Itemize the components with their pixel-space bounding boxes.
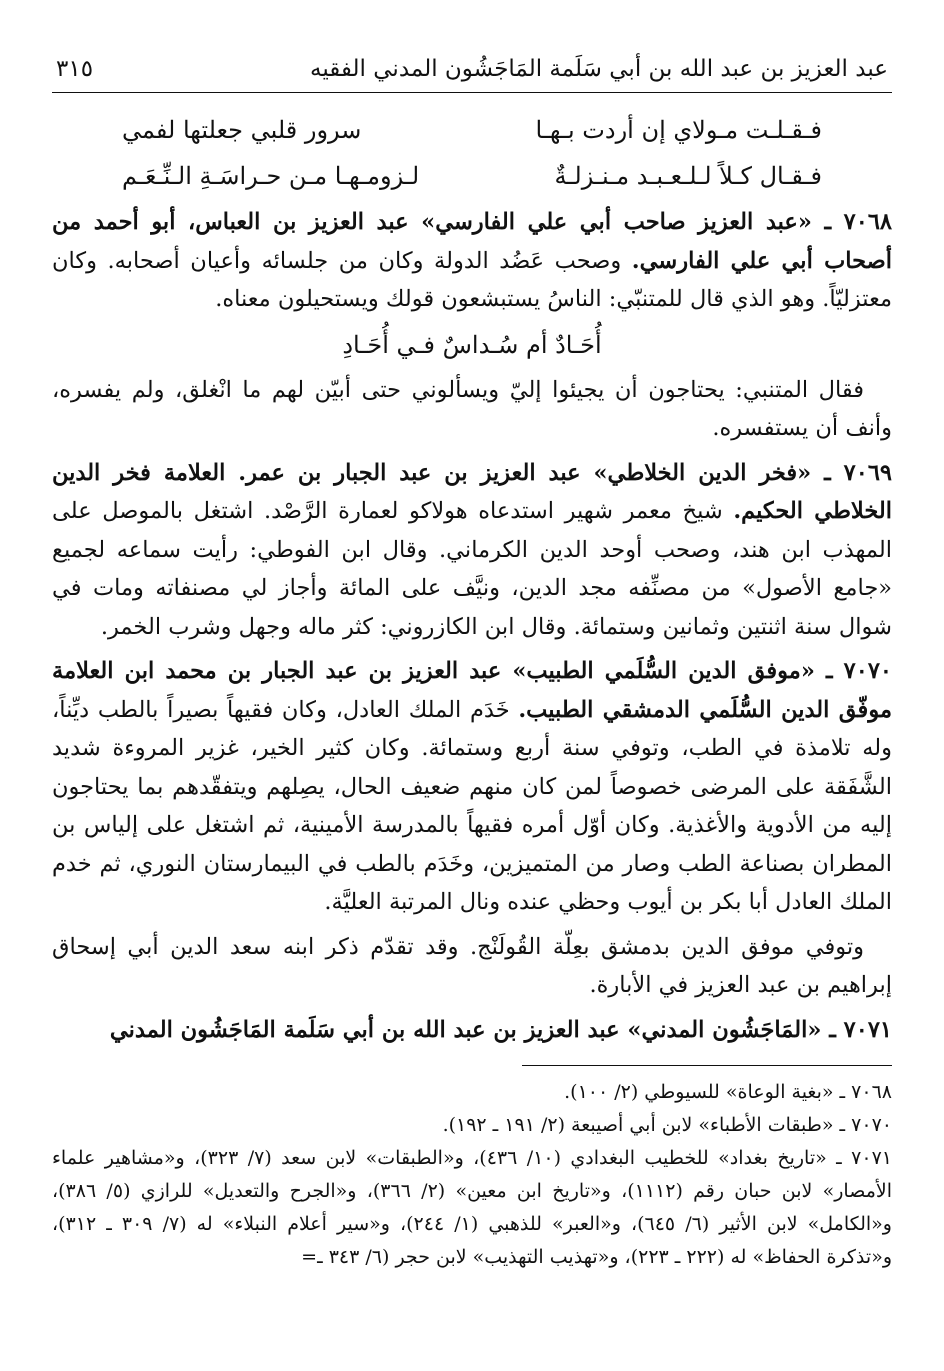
footnotes xyxy=(52,1076,892,1274)
entry-7071 xyxy=(52,1011,892,1050)
entry-7070 xyxy=(52,652,892,922)
entry-body: وصحب عَضُد الدولة وكان من جلسائه وأعيان أصحابه. وكان معتزليّاً. وهو الذي قال للمتنبّي: الناسُ يستبشعون قولك ويستحيلون معناه. xyxy=(52,247,892,312)
footnote-7070: ٧٠٧٠ ـ «طبقات الأطباء» لابن أبي أصيبعة (٢/ ١٩١ ـ ١٩٢). xyxy=(442,1114,892,1136)
page-number: ٣١٥ xyxy=(56,56,94,82)
verse-second-hemistich: سرور قلبي جعلتها لفمي xyxy=(122,116,362,144)
footnote-7068: ٧٠٦٨ ـ «بغية الوعاة» للسيوطي (٢/ ١٠٠). xyxy=(564,1081,892,1103)
entry-heading: ٧٠٦٩ ـ «فخر الدين الخلاطي» عبد العزيز بن عبد الجبار بن عمر. العلامة فخر الدين الخلاطي الحكيم. xyxy=(52,459,892,524)
page-header xyxy=(52,52,892,86)
quoted-verse: أُحَـادٌ أم سُـداسٌ فـي أُحَـادِ xyxy=(342,330,602,359)
entry-heading: ٧٠٧٠ ـ «موفق الدين السُّلَمي الطبيب» عبد العزيز بن عبد الجبار بن محمد ابن العلامة موفّق الدين السُّلَمي الدمشقي الطبيب. xyxy=(52,658,892,723)
verse-line xyxy=(122,153,822,199)
entry-7068 xyxy=(52,203,892,319)
footnote-rule xyxy=(522,1065,892,1066)
entry-heading: ٧٠٦٨ ـ «عبد العزيز صاحب أبي علي الفارسي» عبد العزيز بن العباس، أبو أحمد من أصحاب أبي علي الفارسي. xyxy=(52,209,892,274)
entry-body: خَدَم الملك العادل، وكان فقيهاً بصيراً بالطب ديِّناً، وله تلامذة في الطب، وتوفي سنة أربع وستمائة. وكان كثير الخير، غزير المروءة شديد الشَّفَقة على المرضى خصوصاً لمن كان منهم ضعيف الحال، يصِلهم ويتفقّدهم بما يحتاجون إليه من الأدوية والأغذية. وكان أوّل أمره فقيهاً بالمدرسة الأمينية، ثم اشتغل على إلياس بن المطران بصناعة الطب وصار من المتميزين، وخَدَم بالطب في البيمارستان النوري، ثم خدم الملك العادل أبا بكر بن أيوب وحظي عنده ونال المرتبة العليَّة. xyxy=(52,696,892,915)
entry-body: شيخ معمر شهير استدعاه هولاكو لعمارة الرَّصْد. اشتغل بالموصل على المهذب ابن هند، وصحب أوحد الدين الكرماني. وقال ابن الفوطي: رأيت سماعه لجميع «جامع الأصول» من مصنِّفه مجد الدين، ونيَّف على المائة وأجاز لي مصنفاته ومات في شوال سنة اثنتين وثمانين وستمائة. وقال ابن الكازروني: كثر ماله وجهل وشرب الخمر. xyxy=(52,498,892,640)
footnote-7071: ٧٠٧١ ـ «تاريخ بغداد» للخطيب البغدادي (١٠/ ٤٣٦)، و«الطبقات» لابن سعد (٧/ ٣٢٣)، و«مشاهير علماء الأمصار» لابن حبان رقم (١١١٢)، و«تاريخ ابن معين» (٢/ ٣٦٦)، و«الجرح والتعديل» للرازي (٥/ ٣٨٦)، و«الكامل» لابن الأثير (٦/ ٦٤٥)، و«العبر» للذهبي (١/ ٢٤٤)، و«سير أعلام النبلاء» له (٧/ ٣٠٩ ـ ٣١٢)، و«تذكرة الحفاظ» له (٢٢٢ ـ ٢٢٣)، و«تهذيب التهذيب» لابن حجر (٦/ ٣٤٣ ـ= xyxy=(52,1147,892,1268)
verse-second-hemistich: لـزومـهـا مـن حـراسَـةِ الـنِّـعَـم xyxy=(122,162,420,190)
poem-verses xyxy=(122,107,822,199)
header-rule xyxy=(52,92,892,93)
entry-7070-continuation: وتوفي موفق الدين بدمشق بعِلّة القُولَنْج. وقد تقدّم ذكر ابنه سعد الدين أبي إسحاق إبراهيم بن عبد العزيز في الأبارة. xyxy=(52,933,892,998)
verse-first-hemistich: فـقـلـت مـولاي إن أردت بـهـا xyxy=(535,116,822,144)
verse-first-hemistich: فـقـال كـلاً لـلـعـبـد مـنـزلـةٌ xyxy=(554,162,822,190)
verse-line xyxy=(122,107,822,153)
main-text xyxy=(52,203,892,1049)
entry-7068-continuation: فقال المتنبي: يحتاجون أن يجيئوا إليّ ويسألوني حتى أبيّن لهم ما انْغلق، ولم يفسره، وأنف أن يستفسره. xyxy=(52,376,892,441)
running-title: عبد العزيز بن عبد الله بن أبي سَلَمة المَاجَشُون المدني الفقيه xyxy=(310,56,888,82)
entry-heading: ٧٠٧١ ـ «المَاجَشُون المدني» عبد العزيز بن عبد الله بن أبي سَلَمة المَاجَشُون المدني xyxy=(109,1016,892,1043)
entry-7069 xyxy=(52,454,892,647)
